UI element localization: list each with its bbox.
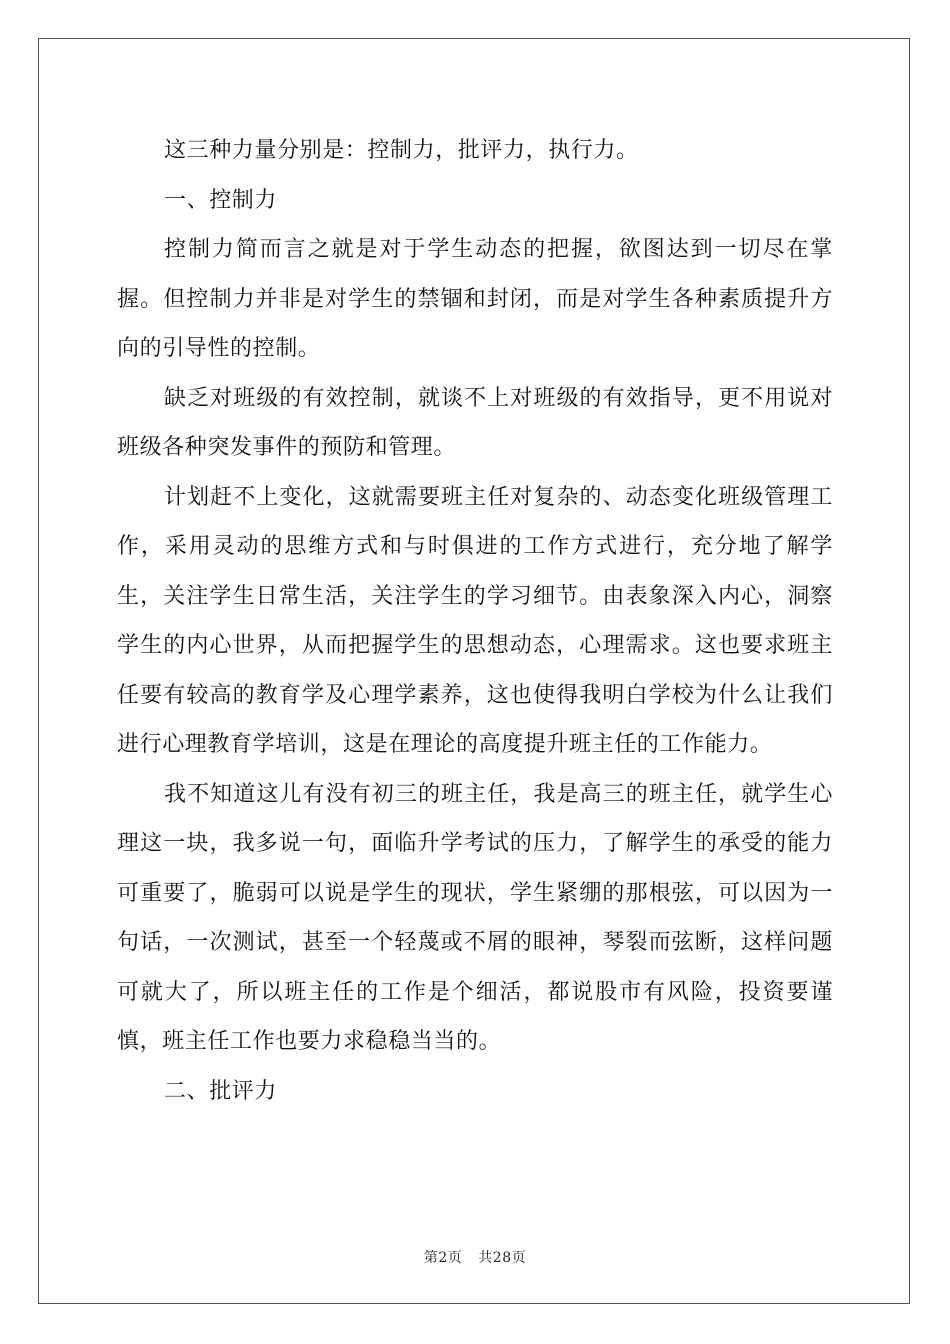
page-number: 第2页 — [423, 1250, 463, 1266]
paragraph: 控制力简而言之就是对于学生动态的把握，欲图达到一切尽在掌握。但控制力并非是对学生的禁锢和封闭，而是对学生各种素质提升方向的引导性的控制。 — [117, 237, 833, 361]
paragraph: 我不知道这儿有没有初三的班主任，我是高三的班主任，就学生心理这一块，我多说一句，面临升学考试的压力，了解学生的承受的能力可重要了，脆弱可以说是学生的现状，学生紧绷的那根弦，可以因为一句话，一次测试，甚至一个轻蔑或不屑的眼神，琴裂而弦断，这样问题可就大了，所以班主任的工作是个细活，都说股市有风险，投资要谨慎，班主任工作也要力求稳稳当当的。 — [117, 781, 833, 1054]
document-body — [117, 126, 833, 1116]
page-footer — [0, 1247, 950, 1267]
paragraph: 缺乏对班级的有效控制，就谈不上对班级的有效指导，更不用说对班级各种突发事件的预防和管理。 — [117, 385, 833, 460]
heading-criticism: 二、批评力 — [164, 1078, 278, 1104]
page-total: 共28页 — [478, 1250, 527, 1266]
paragraph-intro: 这三种力量分别是：控制力，批评力，执行力。 — [164, 138, 639, 163]
paragraph: 计划赶不上变化，这就需要班主任对复杂的、动态变化班级管理工作，采用灵动的思维方式和与时俱进的工作方式进行，充分地了解学生，关注学生日常生活，关注学生的学习细节。由表象深入内心，洞察学生的内心世界，从而把握学生的思想动态，心理需求。这也要求班主任要有较高的教育学及心理学素养，这也使得我明白学校为什么让我们进行心理教育学培训，这是在理论的高度提升班主任的工作能力。 — [117, 484, 833, 757]
heading-control: 一、控制力 — [164, 187, 278, 213]
